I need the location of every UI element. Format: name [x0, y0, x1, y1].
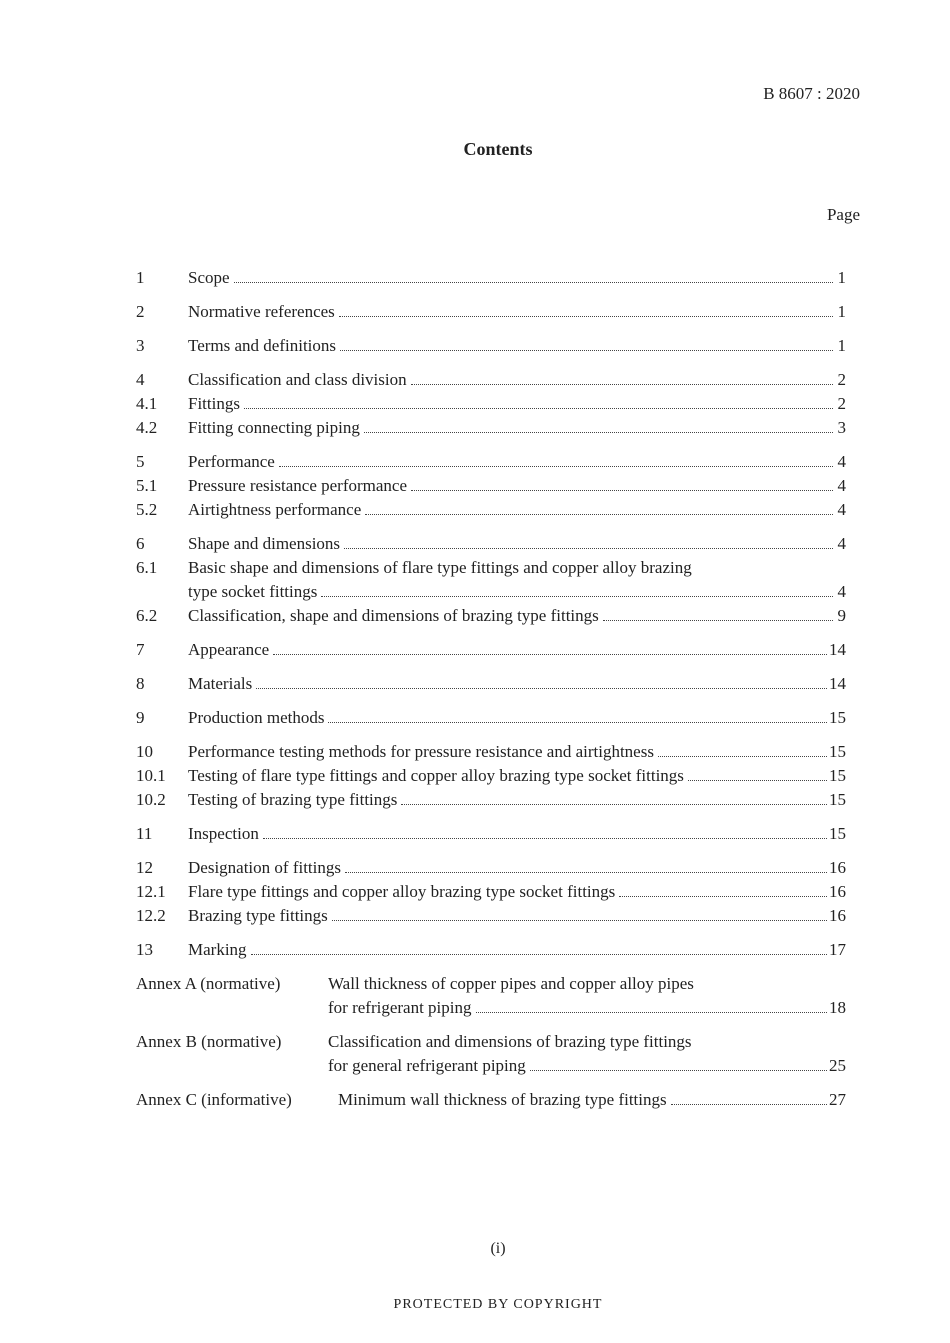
toc-entry[interactable] — [136, 394, 846, 418]
toc-entry[interactable] — [136, 534, 846, 558]
toc-entry[interactable] — [136, 418, 846, 442]
toc-line — [338, 1090, 846, 1110]
toc-line — [188, 452, 846, 472]
dot-leader — [476, 1012, 828, 1013]
toc-title: Performance testing methods for pressure resistance and airtightness — [188, 742, 654, 761]
toc-number: 6.2 — [136, 606, 158, 625]
dot-leader — [603, 620, 833, 621]
toc-title: Marking — [188, 940, 247, 959]
toc-number: 6 — [136, 534, 145, 553]
toc-title: type socket fittings — [188, 582, 318, 601]
dot-leader — [401, 804, 827, 805]
toc-entry[interactable] — [136, 640, 846, 664]
dot-leader — [234, 282, 833, 283]
toc-title: Wall thickness of copper pipes and copper alloy pipes — [328, 974, 694, 993]
toc-title: Brazing type fittings — [188, 906, 328, 925]
toc-entry[interactable] — [136, 790, 846, 814]
toc-line — [188, 582, 846, 602]
annex-label: Annex C (informative) — [136, 1090, 292, 1109]
toc-page: 15 — [829, 708, 846, 727]
toc-entry[interactable] — [136, 824, 846, 848]
toc-number: 9 — [136, 708, 145, 727]
dot-leader — [328, 722, 827, 723]
toc-title: Fittings — [188, 394, 240, 413]
toc-entry[interactable] — [136, 370, 846, 394]
toc-number: 5 — [136, 452, 145, 471]
toc-title: Testing of flare type fittings and copper alloy brazing type socket fittings — [188, 766, 684, 785]
toc-line — [188, 500, 846, 520]
toc-line — [188, 882, 846, 902]
toc-entry[interactable] — [136, 882, 846, 906]
toc-page: 14 — [829, 640, 846, 659]
footer-page-number: (i) — [490, 1240, 506, 1257]
toc-page: 1 — [837, 336, 846, 355]
toc-page: 4 — [837, 500, 846, 519]
toc-number: 12 — [136, 858, 153, 877]
document-id: B 8607 : 2020 — [763, 84, 860, 103]
toc-entry[interactable] — [136, 858, 846, 882]
dot-leader — [321, 596, 833, 597]
toc-line — [188, 824, 846, 844]
toc-line — [188, 394, 846, 414]
toc-line — [188, 418, 846, 438]
toc-number: 4.2 — [136, 418, 158, 437]
toc-title: Fitting connecting piping — [188, 418, 360, 437]
annex-entry[interactable] — [136, 1032, 846, 1056]
toc-page: 15 — [829, 766, 846, 785]
dot-leader — [279, 466, 833, 467]
toc-title: Inspection — [188, 824, 259, 843]
toc-title: Pressure resistance performance — [188, 476, 408, 495]
toc-number: 2 — [136, 302, 145, 321]
toc-line — [188, 476, 846, 496]
toc-entry[interactable] — [136, 674, 846, 698]
toc-title: Scope — [188, 268, 230, 287]
toc-page: 2 — [837, 394, 846, 413]
dot-leader — [340, 350, 833, 351]
dot-leader — [365, 514, 833, 515]
toc-entry[interactable] — [136, 742, 846, 766]
toc-page: 9 — [837, 606, 846, 625]
toc-page: 16 — [829, 858, 846, 877]
toc-line — [188, 268, 846, 288]
dot-leader — [364, 432, 833, 433]
dot-leader — [339, 316, 833, 317]
toc-page: 1 — [837, 302, 846, 321]
toc-line — [328, 1032, 846, 1052]
dot-leader — [658, 756, 827, 757]
toc-entry[interactable] — [136, 766, 846, 790]
dot-leader — [332, 920, 827, 921]
toc-line — [328, 998, 846, 1018]
toc-line — [328, 1056, 846, 1076]
page-column-header: Page — [826, 205, 860, 224]
dot-leader — [263, 838, 827, 839]
toc-number: 1 — [136, 268, 145, 287]
toc-page: 4 — [837, 452, 846, 471]
toc-number: 5.2 — [136, 500, 158, 519]
annex-entry[interactable] — [136, 998, 846, 1022]
dot-leader — [530, 1070, 827, 1071]
dot-leader — [411, 384, 833, 385]
toc-line — [188, 534, 846, 554]
toc-line — [188, 940, 846, 960]
toc-line — [188, 790, 846, 810]
toc-page: 16 — [829, 882, 846, 901]
toc-page: 15 — [829, 790, 846, 809]
dot-leader — [251, 954, 827, 955]
toc-number: 4 — [136, 370, 145, 389]
table-of-contents — [136, 268, 846, 1114]
toc-title: Flare type fittings and copper alloy brazing type socket fittings — [188, 882, 616, 901]
toc-line — [188, 742, 846, 762]
toc-title: Normative references — [188, 302, 335, 321]
toc-page: 25 — [829, 1056, 846, 1075]
toc-number: 7 — [136, 640, 145, 659]
toc-page: 15 — [829, 824, 846, 843]
toc-number: 13 — [136, 940, 153, 959]
toc-page: 3 — [837, 418, 846, 437]
toc-line — [188, 302, 846, 322]
toc-number: 8 — [136, 674, 145, 693]
toc-title: Appearance — [188, 640, 270, 659]
toc-line — [188, 558, 846, 578]
toc-title: Shape and dimensions — [188, 534, 341, 553]
annex-entry[interactable] — [136, 1090, 846, 1114]
toc-entry[interactable] — [136, 302, 846, 326]
toc-title: for refrigerant piping — [328, 998, 472, 1017]
toc-title: Production methods — [188, 708, 325, 727]
toc-page: 17 — [829, 940, 846, 959]
toc-line — [188, 606, 846, 626]
toc-number: 6.1 — [136, 558, 158, 577]
toc-page: 1 — [837, 268, 846, 287]
dot-leader — [256, 688, 827, 689]
toc-line — [188, 906, 846, 926]
toc-page: 4 — [837, 582, 846, 601]
toc-entry[interactable] — [136, 606, 846, 630]
toc-entry[interactable] — [136, 452, 846, 476]
toc-title: Performance — [188, 452, 275, 471]
toc-entry[interactable] — [136, 268, 846, 292]
toc-page: 27 — [829, 1090, 846, 1109]
copyright-notice: PROTECTED BY COPYRIGHT — [393, 1297, 603, 1312]
toc-entry[interactable] — [136, 940, 846, 964]
dot-leader — [273, 654, 827, 655]
toc-entry[interactable] — [136, 906, 846, 930]
toc-title: Classification and class division — [188, 370, 407, 389]
toc-entry[interactable] — [136, 558, 846, 582]
toc-page: 16 — [829, 906, 846, 925]
toc-title: Designation of fittings — [188, 858, 341, 877]
toc-entry[interactable] — [136, 476, 846, 500]
toc-entry[interactable] — [136, 708, 846, 732]
toc-title: Testing of brazing type fittings — [188, 790, 398, 809]
dot-leader — [688, 780, 827, 781]
toc-page: 18 — [829, 998, 846, 1017]
toc-number: 4.1 — [136, 394, 158, 413]
toc-page: 2 — [837, 370, 846, 389]
toc-title: for general refrigerant piping — [328, 1056, 526, 1075]
toc-entry[interactable] — [136, 582, 846, 606]
toc-line — [188, 640, 846, 660]
toc-number: 10 — [136, 742, 153, 761]
toc-line — [188, 674, 846, 694]
toc-title: Materials — [188, 674, 253, 693]
toc-line — [188, 336, 846, 356]
annex-label: Annex B (normative) — [136, 1032, 282, 1051]
toc-title: Basic shape and dimensions of flare type fittings and copper alloy brazing — [188, 558, 692, 577]
toc-title: Minimum wall thickness of brazing type fittings — [338, 1090, 667, 1109]
toc-number: 3 — [136, 336, 145, 355]
toc-line — [188, 708, 846, 728]
dot-leader — [244, 408, 833, 409]
toc-number: 12.2 — [136, 906, 166, 925]
toc-page: 15 — [829, 742, 846, 761]
toc-title: Classification, shape and dimensions of brazing type fittings — [188, 606, 599, 625]
dot-leader — [619, 896, 827, 897]
toc-title: Classification and dimensions of brazing type fittings — [328, 1032, 692, 1051]
toc-title: Terms and definitions — [188, 336, 337, 355]
toc-entry[interactable] — [136, 500, 846, 524]
toc-number: 5.1 — [136, 476, 158, 495]
dot-leader — [344, 548, 833, 549]
toc-number: 12.1 — [136, 882, 166, 901]
toc-title: Airtightness performance — [188, 500, 362, 519]
toc-page: 14 — [829, 674, 846, 693]
dot-leader — [411, 490, 833, 491]
toc-line — [188, 858, 846, 878]
toc-page: 4 — [837, 476, 846, 495]
toc-line — [328, 974, 846, 994]
toc-number: 10.1 — [136, 766, 166, 785]
toc-entry[interactable] — [136, 336, 846, 360]
toc-page: 4 — [837, 534, 846, 553]
annex-entry[interactable] — [136, 974, 846, 998]
toc-line — [188, 370, 846, 390]
toc-line — [188, 766, 846, 786]
toc-number: 10.2 — [136, 790, 166, 809]
annex-label: Annex A (normative) — [136, 974, 281, 993]
dot-leader — [671, 1104, 827, 1105]
dot-leader — [345, 872, 827, 873]
page-title: Contents — [463, 139, 533, 159]
toc-number: 11 — [136, 824, 153, 843]
annex-entry[interactable] — [136, 1056, 846, 1080]
